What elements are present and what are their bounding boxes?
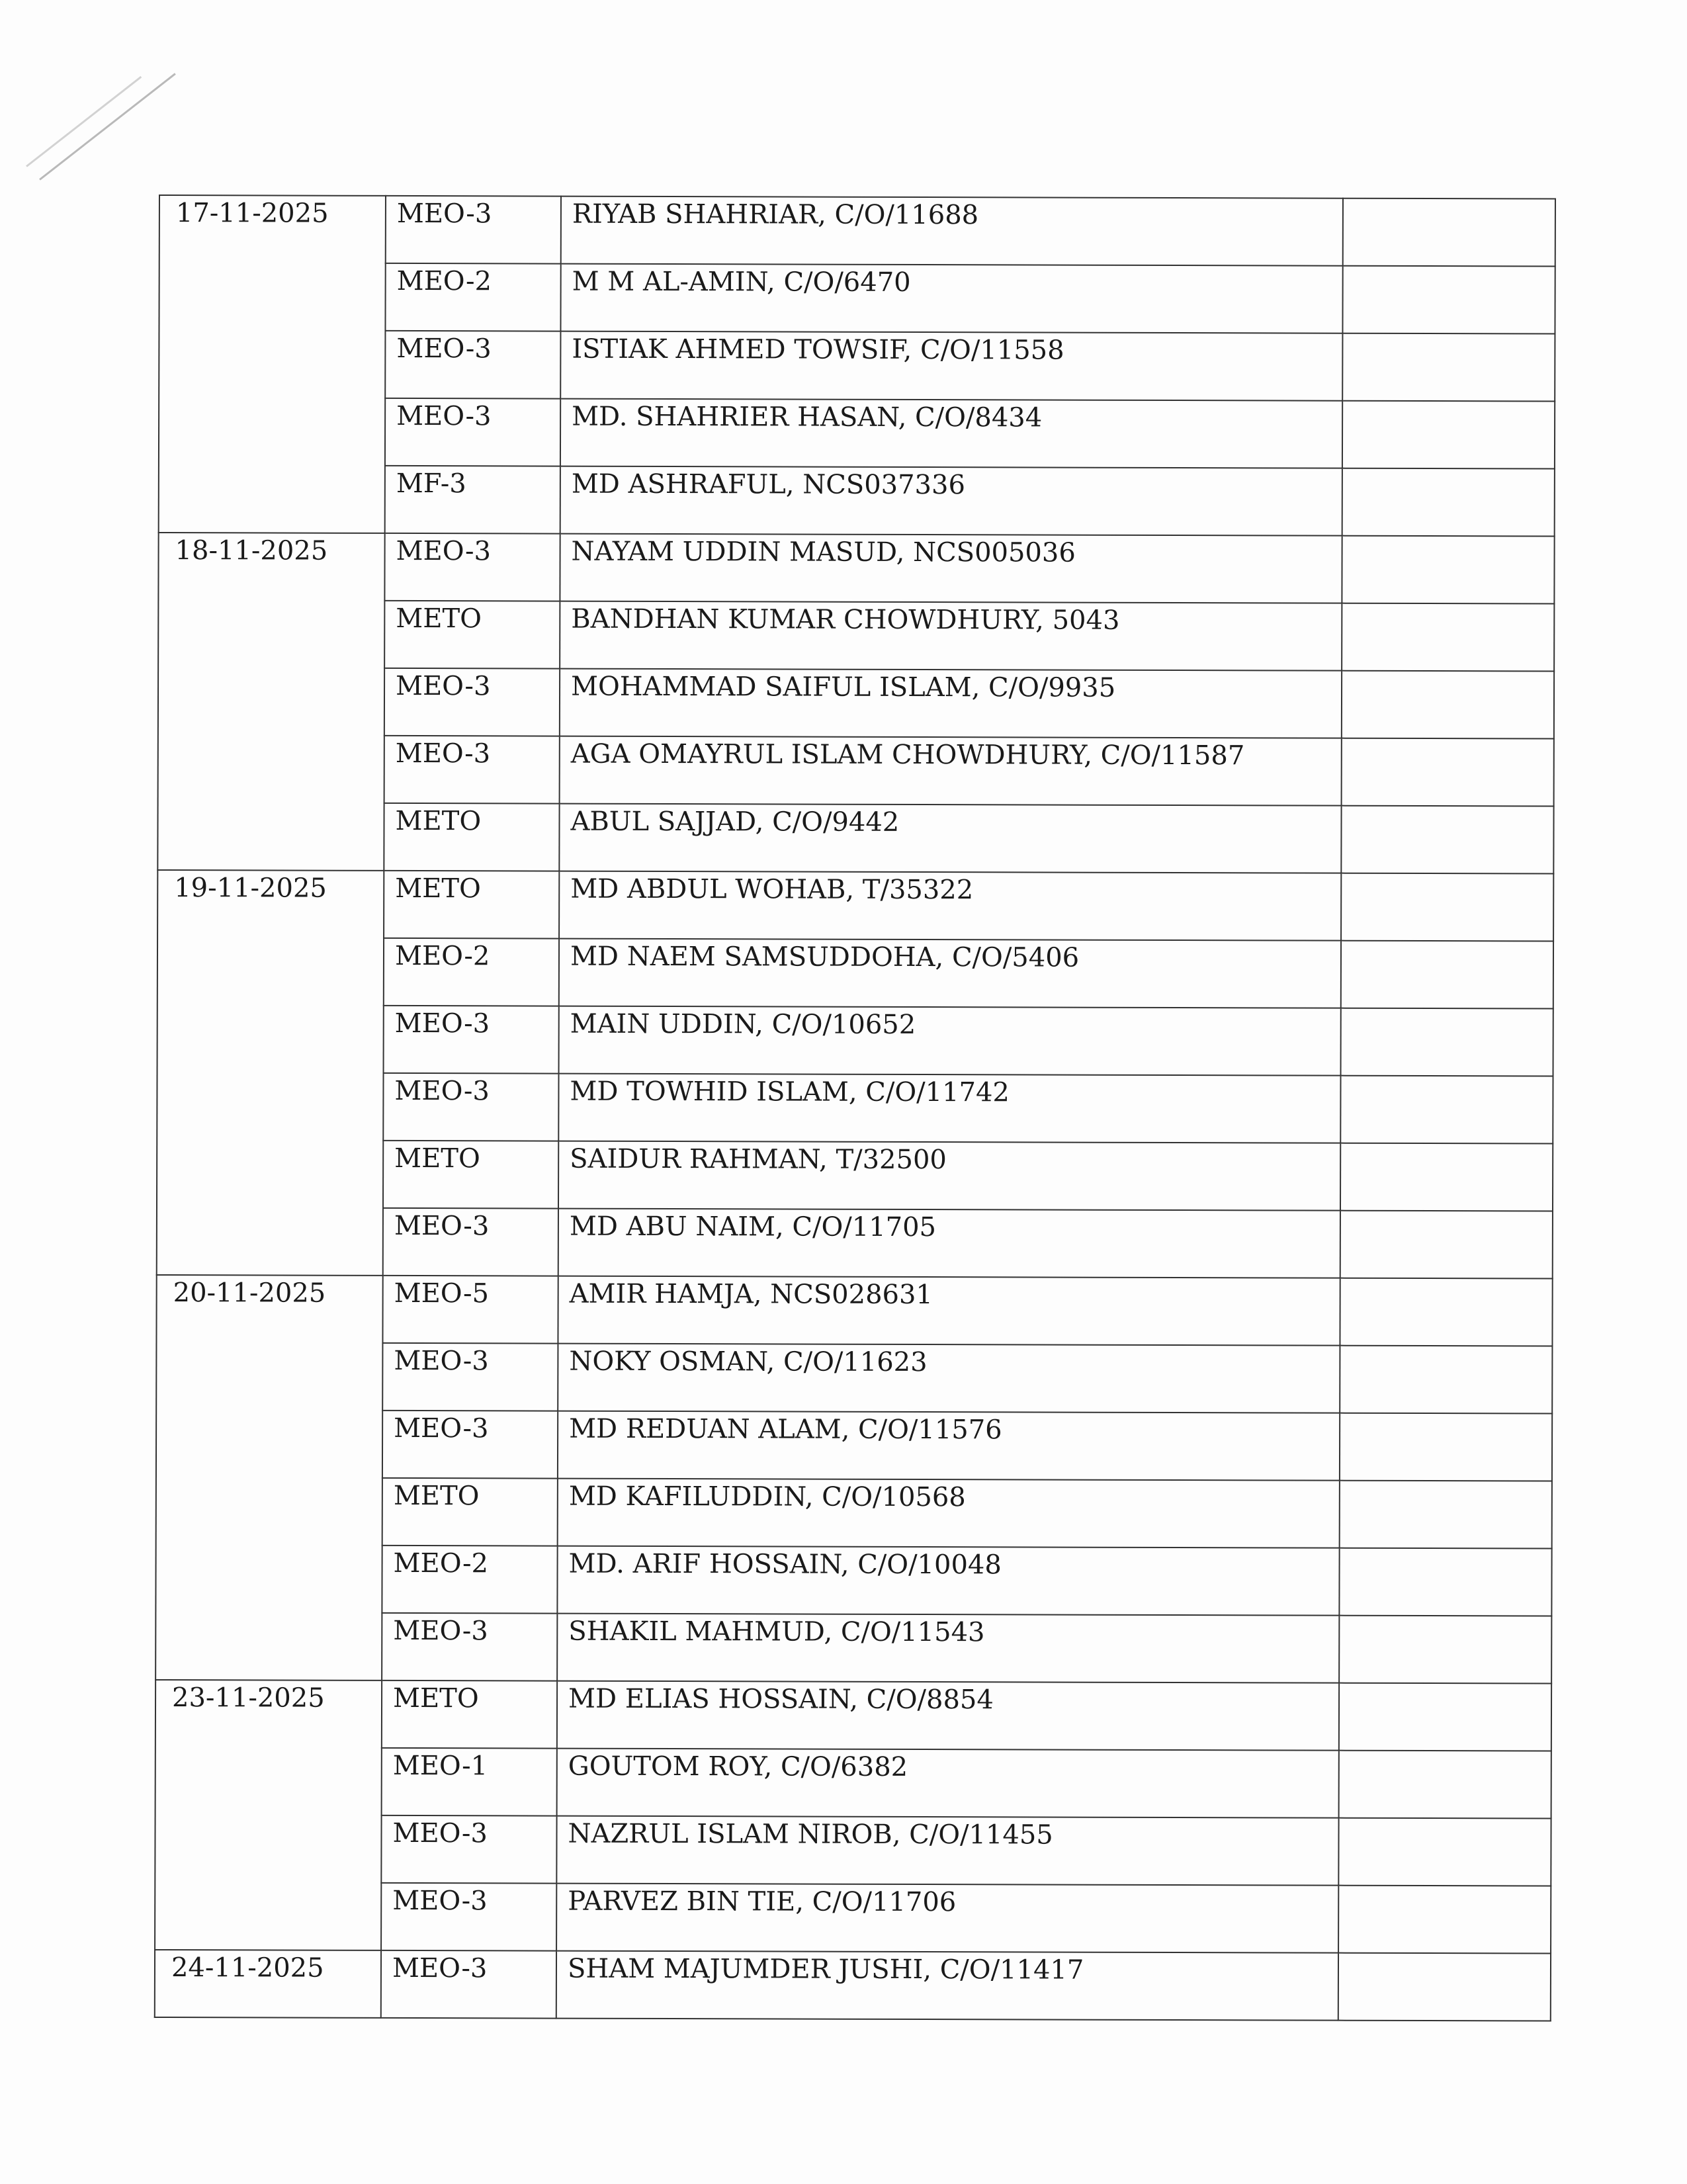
duty-roster-table (154, 195, 1556, 2022)
name-cell: MD ASHRAFUL, NCS037336 (560, 466, 1342, 536)
designation-cell: MEO-1 (382, 1748, 557, 1816)
name-cell: MD ELIAS HOSSAIN, C/O/8854 (557, 1681, 1339, 1751)
name-cell: MD. ARIF HOSSAIN, C/O/10048 (557, 1546, 1339, 1616)
remarks-cell (1340, 1143, 1553, 1211)
name-cell: MOHAMMAD SAIFUL ISLAM, C/O/9935 (560, 669, 1342, 738)
scan-artifact-line (26, 76, 142, 167)
roster-row (158, 533, 1554, 604)
name-cell: MD ABU NAIM, C/O/11705 (558, 1209, 1340, 1278)
remarks-cell (1342, 536, 1554, 604)
name-cell: ABUL SAJJAD, C/O/9442 (559, 804, 1341, 873)
remarks-cell (1341, 1008, 1553, 1076)
date-cell: 20-11-2025 (155, 1275, 383, 1681)
designation-cell: MEO-3 (381, 1883, 556, 1951)
remarks-cell (1343, 198, 1555, 267)
name-cell: NOKY OSMAN, C/O/11623 (558, 1344, 1340, 1413)
roster-row (157, 870, 1553, 941)
remarks-cell (1341, 806, 1553, 874)
remarks-cell (1342, 671, 1554, 739)
designation-cell: MF-3 (385, 466, 560, 534)
remarks-cell (1341, 941, 1553, 1009)
remarks-cell (1340, 1413, 1552, 1481)
designation-cell: MEO-3 (384, 1006, 559, 1074)
name-cell: MD ABDUL WOHAB, T/35322 (559, 871, 1341, 941)
designation-cell: MEO-3 (381, 1950, 556, 2019)
designation-cell: MEO-2 (385, 263, 560, 331)
remarks-cell (1342, 401, 1555, 469)
designation-cell: MEO-3 (381, 1815, 556, 1884)
remarks-cell (1340, 1481, 1552, 1549)
name-cell: PARVEZ BIN TIE, C/O/11706 (556, 1884, 1338, 1953)
remarks-cell (1338, 1953, 1551, 2021)
name-cell: AMIR HAMJA, NCS028631 (558, 1276, 1340, 1346)
remarks-cell (1342, 333, 1555, 402)
designation-cell: MEO-2 (384, 938, 559, 1006)
designation-cell: MEO-3 (385, 331, 560, 399)
designation-cell: MEO-3 (382, 1343, 558, 1411)
designation-cell: MEO-5 (382, 1276, 558, 1344)
remarks-cell (1339, 1616, 1551, 1684)
name-cell: MD KAFILUDDIN, C/O/10568 (558, 1479, 1340, 1548)
date-cell: 19-11-2025 (157, 870, 384, 1276)
name-cell: MD TOWHID ISLAM, C/O/11742 (558, 1074, 1340, 1143)
name-cell: M M AL-AMIN, C/O/6470 (560, 264, 1342, 333)
designation-cell: MEO-3 (383, 1208, 558, 1276)
scan-artifact-line (39, 73, 176, 180)
designation-cell: METO (384, 871, 559, 939)
name-cell: MD REDUAN ALAM, C/O/11576 (558, 1411, 1340, 1481)
remarks-cell (1341, 873, 1553, 941)
roster-row (155, 1950, 1551, 2021)
remarks-cell (1340, 1346, 1552, 1414)
designation-cell: METO (384, 601, 560, 669)
name-cell: BANDHAN KUMAR CHOWDHURY, 5043 (560, 601, 1342, 671)
roster-row (155, 1680, 1551, 1751)
remarks-cell (1340, 1278, 1552, 1346)
designation-cell: MEO-3 (385, 398, 560, 466)
name-cell: NAZRUL ISLAM NIROB, C/O/11455 (556, 1816, 1338, 1886)
designation-cell: METO (383, 1141, 558, 1209)
designation-cell: MEO-2 (382, 1546, 557, 1614)
remarks-cell (1342, 468, 1555, 537)
designation-cell: MEO-3 (382, 1411, 558, 1479)
name-cell: SHAKIL MAHMUD, C/O/11543 (557, 1614, 1339, 1683)
designation-cell: METO (382, 1478, 558, 1546)
remarks-cell (1342, 603, 1554, 672)
roster-row (159, 195, 1555, 267)
remarks-cell (1339, 1548, 1551, 1616)
roster-row (156, 1275, 1552, 1346)
remarks-cell (1340, 1076, 1553, 1144)
designation-cell: MEO-3 (384, 533, 560, 601)
remarks-cell (1339, 1683, 1551, 1751)
date-cell: 18-11-2025 (157, 533, 384, 871)
remarks-cell (1340, 1211, 1553, 1279)
designation-cell: METO (384, 803, 559, 871)
name-cell: GOUTOM ROY, C/O/6382 (557, 1749, 1339, 1818)
name-cell: MD NAEM SAMSUDDOHA, C/O/5406 (559, 939, 1341, 1008)
name-cell: MAIN UDDIN, C/O/10652 (559, 1006, 1341, 1076)
remarks-cell (1338, 1818, 1551, 1886)
date-cell: 23-11-2025 (155, 1680, 382, 1950)
remarks-cell (1339, 1751, 1551, 1819)
roster-body (155, 195, 1555, 2021)
name-cell: MD. SHAHRIER HASAN, C/O/8434 (560, 399, 1342, 468)
name-cell: NAYAM UDDIN MASUD, NCS005036 (560, 534, 1342, 603)
date-cell: 24-11-2025 (155, 1950, 381, 2018)
designation-cell: MEO-3 (386, 196, 561, 264)
designation-cell: MEO-3 (384, 668, 560, 736)
name-cell: SAIDUR RAHMAN, T/32500 (558, 1141, 1340, 1211)
remarks-cell (1342, 266, 1555, 334)
designation-cell: METO (382, 1681, 557, 1749)
designation-cell: MEO-3 (384, 736, 560, 804)
date-cell: 17-11-2025 (159, 195, 386, 533)
name-cell: AGA OMAYRUL ISLAM CHOWDHURY, C/O/11587 (560, 736, 1342, 806)
name-cell: RIYAB SHAHRIAR, C/O/11688 (561, 197, 1343, 266)
remarks-cell (1338, 1886, 1551, 1954)
remarks-cell (1342, 738, 1554, 807)
designation-cell: MEO-3 (382, 1613, 557, 1681)
name-cell: ISTIAK AHMED TOWSIF, C/O/11558 (560, 331, 1342, 401)
designation-cell: MEO-3 (383, 1073, 558, 1141)
name-cell: SHAM MAJUMDER JUSHI, C/O/11417 (556, 1951, 1338, 2021)
